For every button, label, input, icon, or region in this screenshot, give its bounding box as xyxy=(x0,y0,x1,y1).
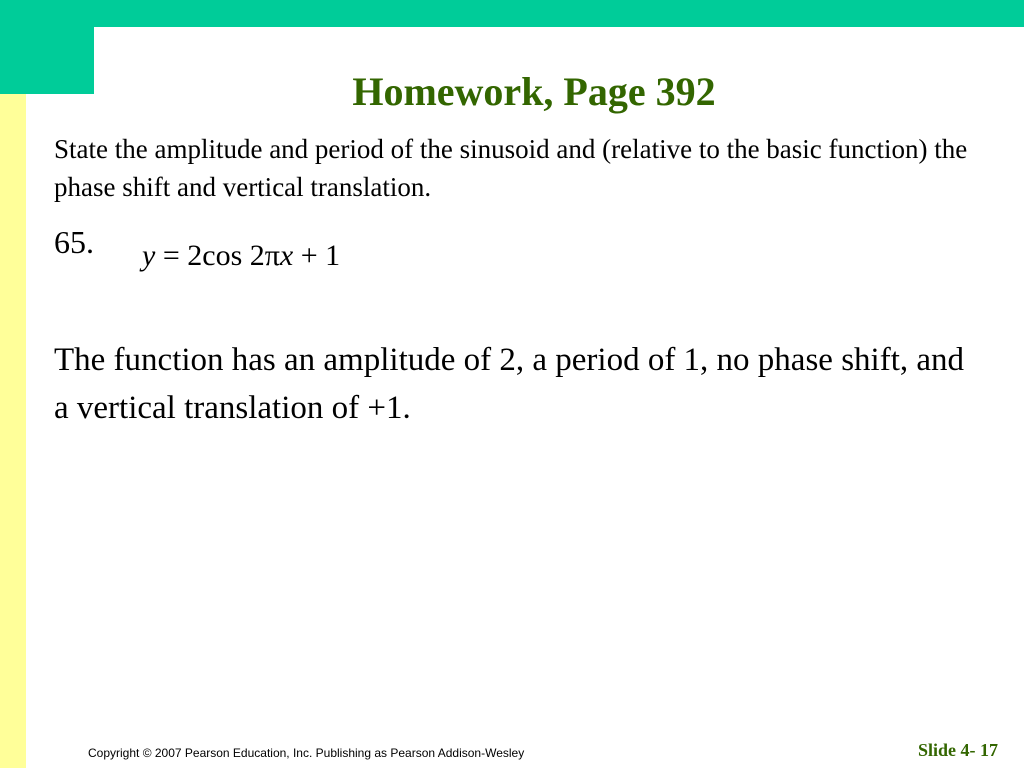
problem-number: 65. xyxy=(54,224,94,260)
equation xyxy=(142,236,340,276)
equation-end: + 1 xyxy=(293,239,341,272)
slide-title: Homework, Page 392 xyxy=(352,69,716,114)
equation-x: x xyxy=(279,239,294,272)
slide-number: Slide 4- 17 xyxy=(917,740,998,760)
top-accent-bar xyxy=(0,0,1024,27)
answer-text: The function has an amplitude of 2, a period of 1, no phase shift, and a vertical translation of +1. xyxy=(54,342,965,426)
equation-middle: = 2cos 2π xyxy=(155,239,280,272)
copyright-notice: Copyright © 2007 Pearson Education, Inc. Publishing as Pearson Addison-Wesley xyxy=(88,746,525,760)
equation-y: y xyxy=(142,239,156,272)
instruction-text: State the amplitude and period of the sinusoid and (relative to the basic function) the phase shift and vertical translation. xyxy=(54,134,968,202)
